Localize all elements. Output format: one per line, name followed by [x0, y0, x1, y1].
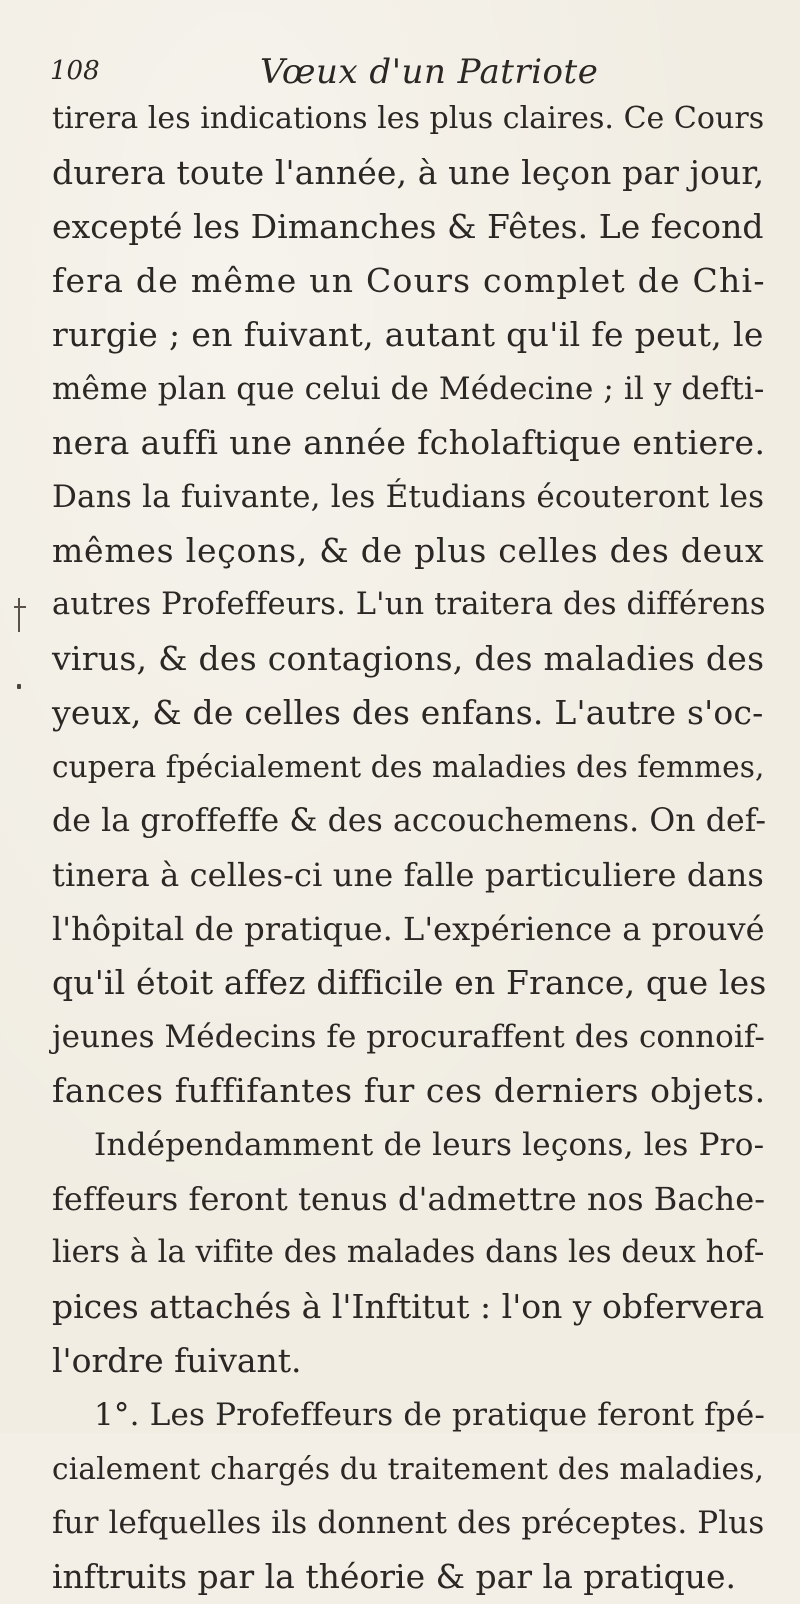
text-line: nera auffi une année fcholaftique entiere. [52, 423, 766, 462]
text-line: inftruits par la théorie & par la pratique. [52, 1557, 737, 1596]
text-line: rurgie ; en fuivant, autant qu'il fe peut, le [52, 315, 764, 354]
text-line: tirera les indications les plus claires. Ce Cours [52, 101, 765, 136]
text-line: fera de même un Cours complet de Chi- [52, 261, 766, 300]
text-line: pices attachés à l'Inftitut : l'on y obfervera [52, 1287, 765, 1326]
text-line: qu'il étoit affez difficile en France, que les [52, 963, 767, 1002]
text-line: cialement chargés du traitement des maladies, [52, 1452, 765, 1486]
paragraph-start-line: 1°. Les Profeffeurs de pratique feront fpé- [94, 1397, 766, 1433]
text-line: yeux, & de celles des enfans. L'autre s'oc- [52, 693, 764, 732]
text-line: fances fuffifantes fur ces derniers objets. [52, 1071, 766, 1110]
text-line: cupera fpécialement des maladies des femmes, [52, 750, 765, 784]
body-text [52, 92, 767, 1604]
text-line: de la groffeffe & des accouchemens. On def- [52, 803, 767, 839]
running-head: Vœux d'un Patriote [260, 52, 599, 92]
text-line: durera toute l'année, à une leçon par jour, [52, 153, 765, 192]
text-line: l'hôpital de pratique. L'expérience a prouvé [52, 910, 765, 948]
text-line: mêmes leçons, & de plus celles des deux [52, 531, 765, 570]
text-line: Dans la fuivante, les Étudians écouteront les [52, 479, 765, 515]
text-line: jeunes Médecins fe procuraffent des connoif- [52, 1019, 765, 1055]
text-line: virus, & des contagions, des maladies des [52, 639, 765, 678]
text-line: autres Profeffeurs. L'un traitera des différens [52, 587, 766, 622]
text-line: fur lefquelles ils donnent des préceptes. Plus [52, 1505, 765, 1541]
text-line: même plan que celui de Médecine ; il y defti- [52, 371, 765, 407]
page-number: 108 [50, 56, 100, 86]
text-line: feffeurs feront tenus d'admettre nos Bache- [52, 1180, 766, 1218]
text-line: liers à la vifite des malades dans les deux hof- [52, 1235, 765, 1270]
text-line: tinera à celles-ci une falle particuliere dans [52, 856, 764, 894]
text-line: l'ordre fuivant. [52, 1341, 302, 1380]
text-line: excepté les Dimanches & Fêtes. Le fecond [52, 207, 764, 246]
margin-annotation-mark [14, 598, 28, 698]
paragraph-start-line: Indépendamment de leurs leçons, les Pro- [94, 1127, 765, 1163]
